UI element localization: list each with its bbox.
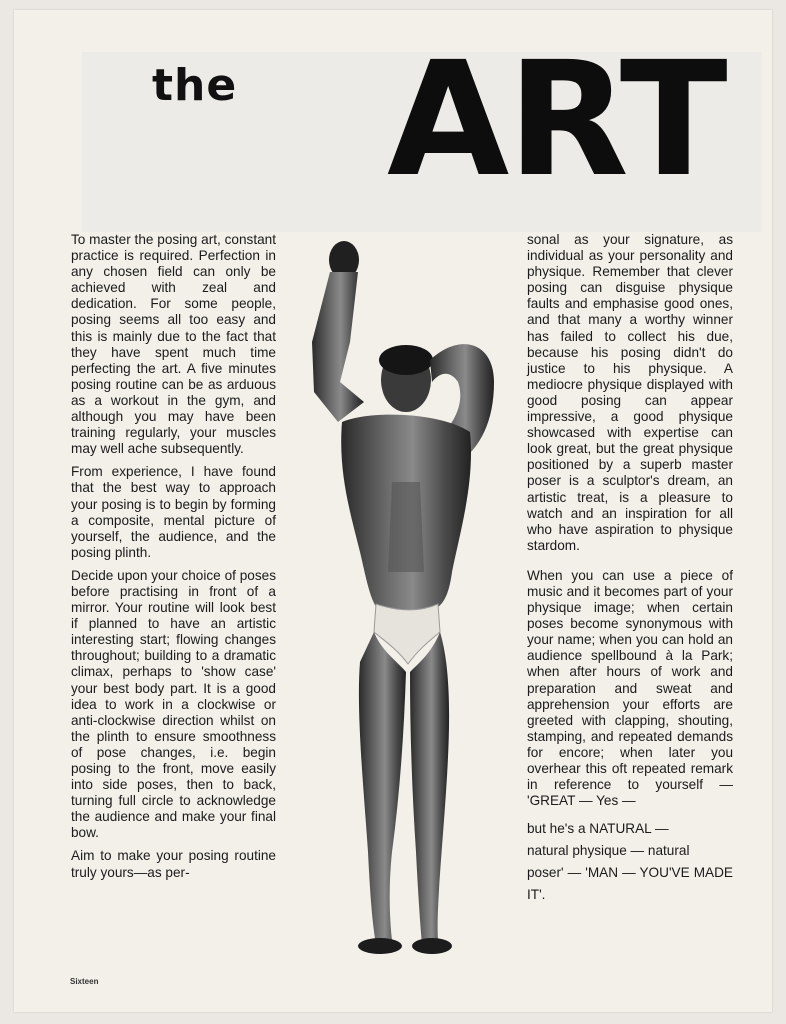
bodybuilder-photo: [280, 232, 520, 962]
paragraph: To master the posing art, constant practice is required. Perfection in any chosen field can only be achieved with zeal and dedication. For some people, posing seems all too easy and this is mainly due to the fact that they have spent much time perfecting the art. A five minutes posing routine can be as arduous as a workout in the gym, and although you may have been training regularly, your muscles may well ache subsequently.: [71, 232, 276, 457]
paragraph: When you can use a piece of music and it becomes part of your physique image; when certain poses become synonymous with your name; when you can hold an audience spellbound à la Park; when after hours of work and preparation and sweat and apprehension your efforts are greeted with clapping, shouting, stamping, and repeated demands for encore; when later you overhear this oft repeated remark in reference to yourself — 'GREAT — Yes —: [527, 567, 733, 809]
article-column-right: [527, 232, 733, 906]
paragraph: Decide upon your choice of poses before practising in front of a mirror. Your routine will look best if planned to have an artistic interesting start; flowing changes throughout; building to a dramatic climax, perhaps to 'show case' your best body part. It is a good idea to work in a clockwise or anti-clockwise direction whilst on the plinth to ensure smoothness of pose changes, i.e. begin posing to the front, move easily into side poses, then to back, turning full circle to acknowledge the audience and make your final bow.: [71, 567, 276, 841]
signoff-line: poser' — 'MAN — YOU'VE MADE IT'.: [527, 865, 733, 903]
page-number: Sixteen: [70, 977, 99, 986]
title-large: ART: [387, 28, 726, 212]
title-small: the: [152, 60, 238, 111]
article-column-left: [71, 232, 276, 888]
paragraph: From experience, I have found that the best way to approach your posing is to begin by forming a composite, mental picture of yourself, the audience, and the posing plinth.: [71, 464, 276, 560]
paragraph: sonal as your signature, as individual as your personality and physique. Remember that clever posing can disguise physique faults and emphasise good ones, and that many a worthy winner has failed to collect his due, because his posing didn't do justice to his physique. A mediocre physique displayed with good posing can appear impressive, a good physique showcased with expertise can look great, but the great physique positioned by a superb master poser is a sculptor's dream, an artistic treat, is a pleasure to watch and an inspiration for all who have aspiration to physique stardom.: [527, 232, 733, 553]
paragraph: Aim to make your posing routine truly yours—as per-: [71, 848, 276, 880]
signoff: [527, 818, 733, 906]
signoff-line: natural physique — natural: [527, 843, 690, 859]
signoff-line: but he's a NATURAL —: [527, 821, 669, 837]
